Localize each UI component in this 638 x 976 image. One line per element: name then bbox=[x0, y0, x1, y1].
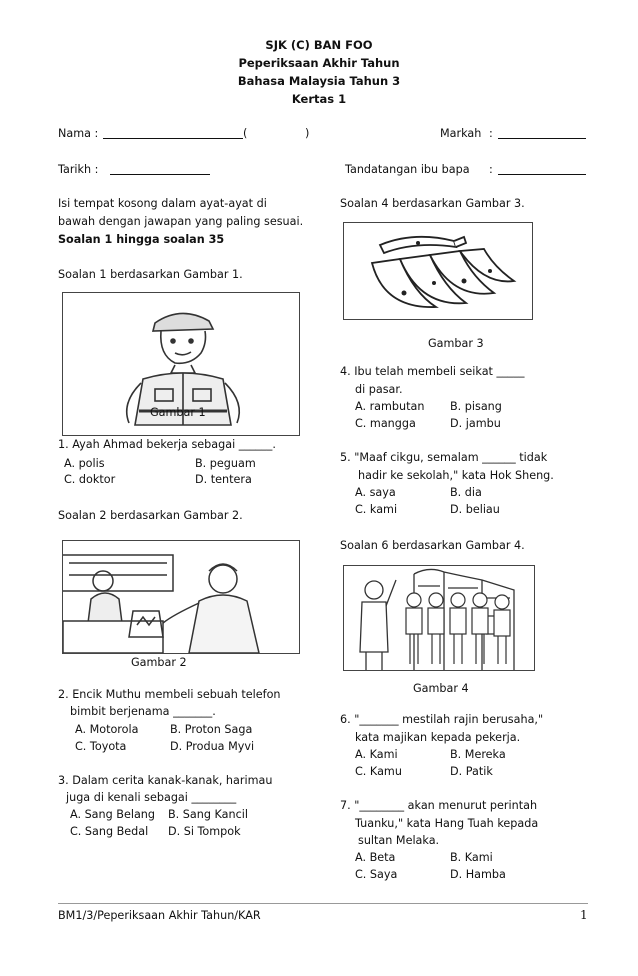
question-3-option-b[interactable]: B. Sang Kancil bbox=[168, 808, 248, 821]
instruction-range: Soalan 1 hingga soalan 35 bbox=[58, 233, 225, 246]
instruction-line-2: bawah dengan jawapan yang paling sesuai. bbox=[58, 215, 304, 228]
question-5-option-b[interactable]: B. dia bbox=[450, 486, 482, 499]
subject-title: Bahasa Malaysia Tahun 3 bbox=[237, 74, 401, 88]
question-4-line-2: di pasar. bbox=[355, 383, 403, 396]
picture-3-reference: Soalan 4 berdasarkan Gambar 3. bbox=[340, 197, 525, 210]
picture-3-caption: Gambar 3 bbox=[428, 337, 484, 350]
question-1-option-a[interactable]: A. polis bbox=[64, 457, 105, 470]
nama-paren-open: ( bbox=[243, 127, 248, 140]
question-6-line-1: 6. "_______ mestilah rajin berusaha," bbox=[340, 713, 544, 726]
markah-blank[interactable] bbox=[498, 128, 586, 139]
question-6-option-d[interactable]: D. Patik bbox=[450, 765, 493, 778]
question-1-option-c[interactable]: C. doktor bbox=[64, 473, 116, 486]
question-5-line-2: hadir ke sekolah," kata Hok Sheng. bbox=[358, 469, 554, 482]
question-2-option-c[interactable]: C. Toyota bbox=[75, 740, 127, 753]
question-2-option-a[interactable]: A. Motorola bbox=[75, 723, 139, 736]
picture-2-reference: Soalan 2 berdasarkan Gambar 2. bbox=[58, 509, 243, 522]
question-2-option-d[interactable]: D. Produa Myvi bbox=[170, 740, 255, 753]
question-7-line-2: Tuanku," kata Hang Tuah kepada bbox=[355, 817, 539, 830]
footer-code: BM1/3/Peperiksaan Akhir Tahun/KAR bbox=[58, 909, 261, 922]
paper-title: Kertas 1 bbox=[291, 92, 347, 106]
picture-2-caption: Gambar 2 bbox=[131, 656, 187, 669]
question-3-option-d[interactable]: D. Si Tompok bbox=[168, 825, 241, 838]
picture-3-bananas bbox=[343, 222, 533, 320]
picture-1-reference: Soalan 1 berdasarkan Gambar 1. bbox=[58, 268, 243, 281]
tandatangan-colon: : bbox=[489, 163, 493, 176]
nama-blank[interactable] bbox=[103, 128, 243, 139]
question-6-option-b[interactable]: B. Mereka bbox=[450, 748, 506, 761]
question-4-option-b[interactable]: B. pisang bbox=[450, 400, 502, 413]
footer-divider bbox=[58, 903, 588, 904]
question-4-option-a[interactable]: A. rambutan bbox=[355, 400, 425, 413]
question-7-option-d[interactable]: D. Hamba bbox=[450, 868, 506, 881]
tarikh-label: Tarikh : bbox=[58, 163, 99, 176]
question-7-option-a[interactable]: A. Beta bbox=[355, 851, 396, 864]
question-1-text: 1. Ayah Ahmad bekerja sebagai ______. bbox=[58, 438, 276, 451]
question-2-line-1: 2. Encik Muthu membeli sebuah telefon bbox=[58, 688, 281, 701]
question-7-line-1: 7. "________ akan menurut perintah bbox=[340, 799, 538, 812]
exam-title: Peperiksaan Akhir Tahun bbox=[238, 56, 400, 70]
question-5-option-d[interactable]: D. beliau bbox=[450, 503, 500, 516]
question-7-option-b[interactable]: B. Kami bbox=[450, 851, 493, 864]
picture-4-caption: Gambar 4 bbox=[413, 682, 469, 695]
question-3-line-1: 3. Dalam cerita kanak-kanak, harimau bbox=[58, 774, 273, 787]
question-3-option-c[interactable]: C. Sang Bedal bbox=[70, 825, 149, 838]
question-6-line-2: kata majikan kepada pekerja. bbox=[355, 731, 521, 744]
picture-1-caption: Gambar 1 bbox=[150, 406, 206, 419]
picture-2-shop bbox=[62, 540, 300, 654]
picture-4-workers bbox=[343, 565, 535, 671]
tarikh-blank[interactable] bbox=[110, 164, 210, 175]
question-4-option-c[interactable]: C. mangga bbox=[355, 417, 416, 430]
tandatangan-label: Tandatangan ibu bapa bbox=[345, 163, 470, 176]
question-3-option-a[interactable]: A. Sang Belang bbox=[70, 808, 155, 821]
picture-4-reference: Soalan 6 berdasarkan Gambar 4. bbox=[340, 539, 525, 552]
question-2-line-2: bimbit berjenama _______. bbox=[70, 705, 216, 718]
question-6-option-a[interactable]: A. Kami bbox=[355, 748, 398, 761]
question-4-option-d[interactable]: D. jambu bbox=[450, 417, 501, 430]
markah-colon: : bbox=[489, 127, 493, 140]
question-7-line-3: sultan Melaka. bbox=[358, 834, 440, 847]
nama-label: Nama : bbox=[58, 127, 99, 140]
nama-paren-close: ) bbox=[305, 127, 310, 140]
question-1-option-d[interactable]: D. tentera bbox=[195, 473, 252, 486]
question-5-line-1: 5. "Maaf cikgu, semalam ______ tidak bbox=[340, 451, 548, 464]
question-1-option-b[interactable]: B. peguam bbox=[195, 457, 256, 470]
school-name: SJK (C) BAN FOO bbox=[265, 38, 373, 52]
page-number: 1 bbox=[580, 908, 588, 922]
question-3-line-2: juga di kenali sebagai ________ bbox=[66, 791, 237, 804]
question-7-option-c[interactable]: C. Saya bbox=[355, 868, 398, 881]
tandatangan-blank[interactable] bbox=[498, 164, 586, 175]
question-5-option-c[interactable]: C. kami bbox=[355, 503, 398, 516]
instruction-line-1: Isi tempat kosong dalam ayat-ayat di bbox=[58, 197, 267, 210]
question-6-option-c[interactable]: C. Kamu bbox=[355, 765, 402, 778]
question-2-option-b[interactable]: B. Proton Saga bbox=[170, 723, 253, 736]
question-4-line-1: 4. Ibu telah membeli seikat _____ bbox=[340, 365, 525, 378]
question-5-option-a[interactable]: A. saya bbox=[355, 486, 396, 499]
markah-label: Markah bbox=[440, 127, 482, 140]
